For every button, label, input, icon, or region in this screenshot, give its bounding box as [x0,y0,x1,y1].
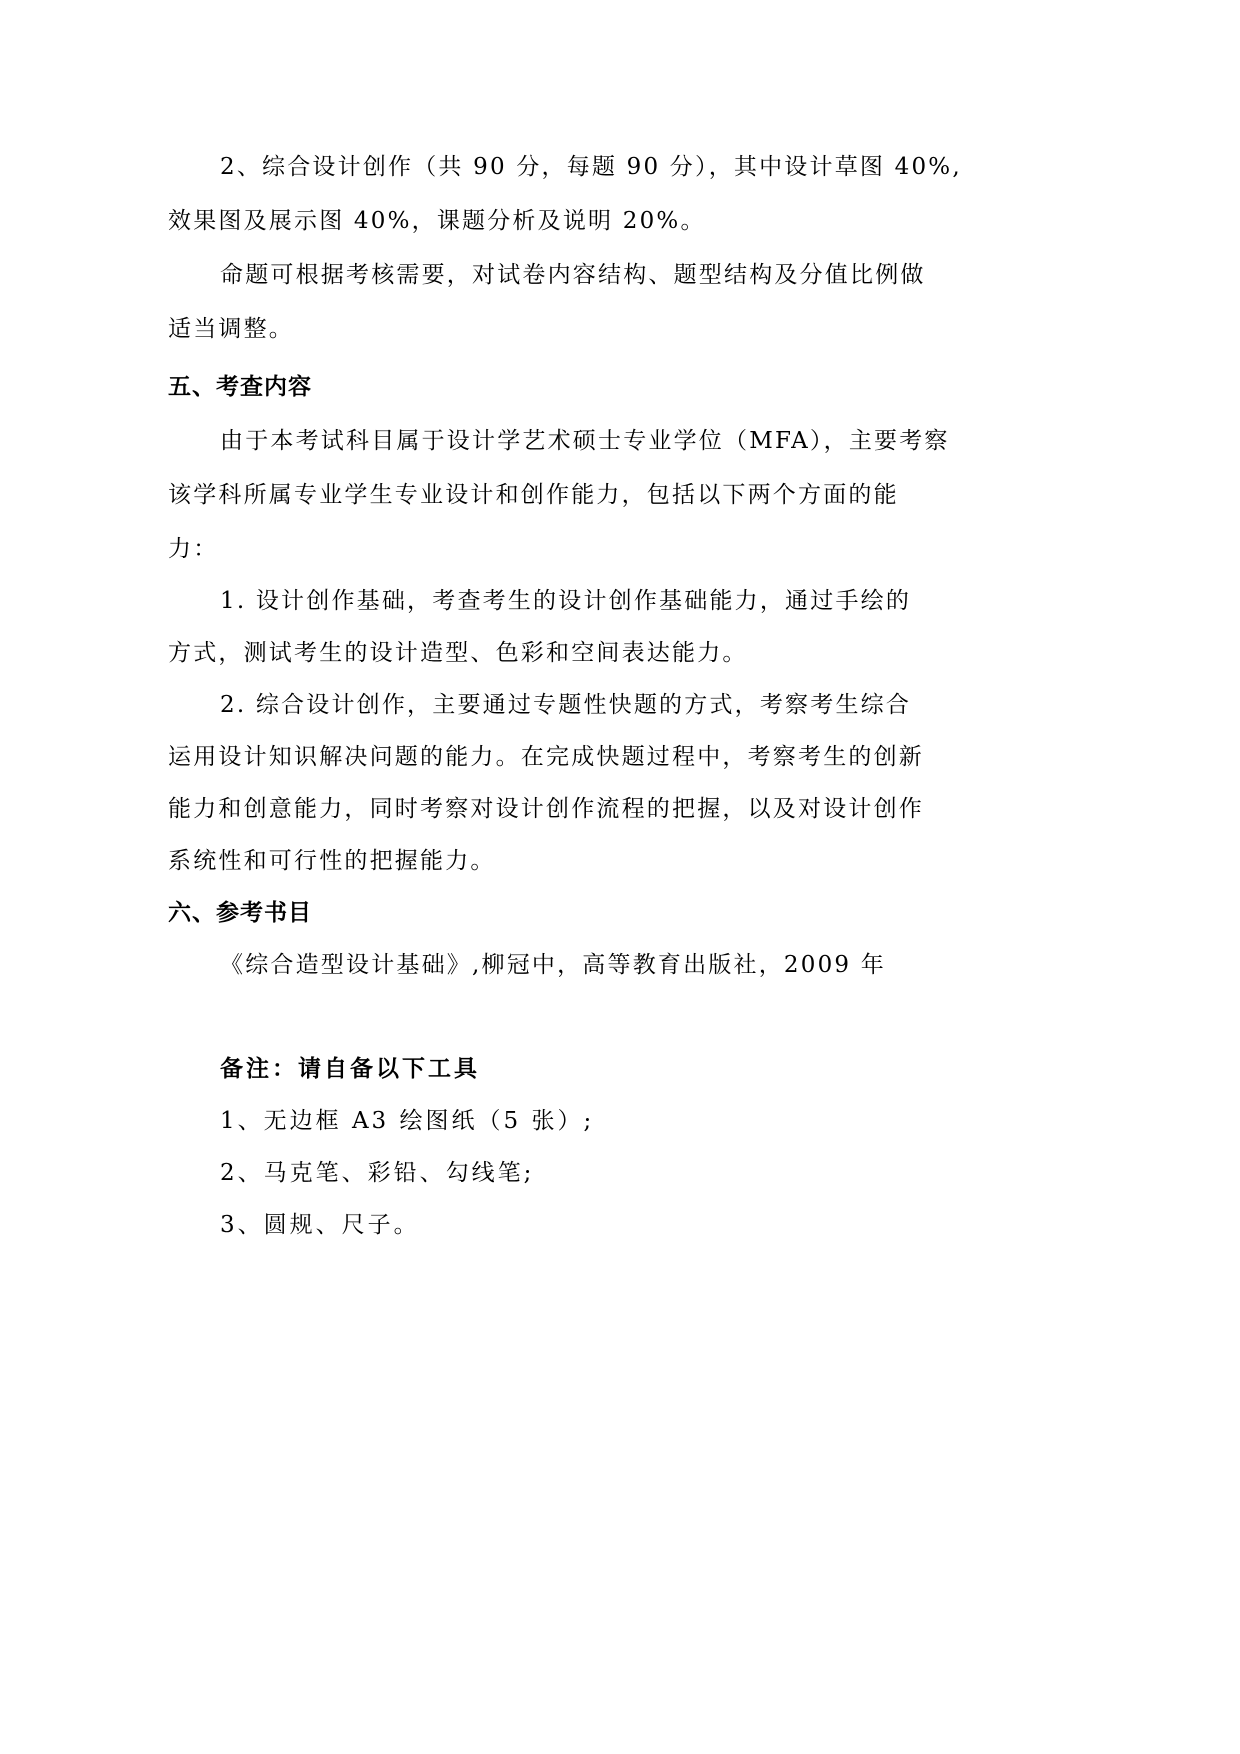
tool-item-1: 1、无边框 A3 绘图纸（5 张）; [220,1108,595,1134]
point-2-line-4: 系统性和可行性的把握能力。 [168,848,496,874]
tool-item-2: 2、马克笔、彩铅、勾线笔; [220,1160,535,1186]
adjustment-note-line-1: 命题可根据考核需要，对试卷内容结构、题型结构及分值比例做 [220,262,926,288]
section-five-intro-line-3: 力： [168,536,219,562]
section-five-intro-line-2: 该学科所属专业学生专业设计和创作能力，包括以下两个方面的能 [168,482,899,508]
reference-book: 《综合造型设计基础》,柳冠中，高等教育出版社，2009 年 [220,952,886,978]
section-five-intro-line-1: 由于本考试科目属于设计学艺术硕士专业学位（MFA），主要考察 [220,428,950,454]
adjustment-note-line-2: 适当调整。 [168,316,294,342]
point-2-line-3: 能力和创意能力，同时考察对设计创作流程的把握，以及对设计创作 [168,796,924,822]
section-five-heading: 五、考查内容 [168,374,312,400]
tool-item-3: 3、圆规、尺子。 [220,1212,420,1238]
point-1-line-2: 方式，测试考生的设计造型、色彩和空间表达能力。 [168,640,748,666]
point-1-line-1: 1. 设计创作基础，考查考生的设计创作基础能力，通过手绘的 [220,588,912,614]
notes-heading: 备注：请自备以下工具 [220,1056,480,1082]
point-2-line-1: 2. 综合设计创作，主要通过专题性快题的方式，考察考生综合 [220,692,912,718]
section-six-heading: 六、参考书目 [168,900,312,926]
scoring-item-2-line-2: 效果图及展示图 40%，课题分析及说明 20%。 [168,208,706,234]
point-2-line-2: 运用设计知识解决问题的能力。在完成快题过程中，考察考生的创新 [168,744,924,770]
scoring-item-2-line-1: 2、综合设计创作（共 90 分，每题 90 分），其中设计草图 40%, [220,154,962,180]
